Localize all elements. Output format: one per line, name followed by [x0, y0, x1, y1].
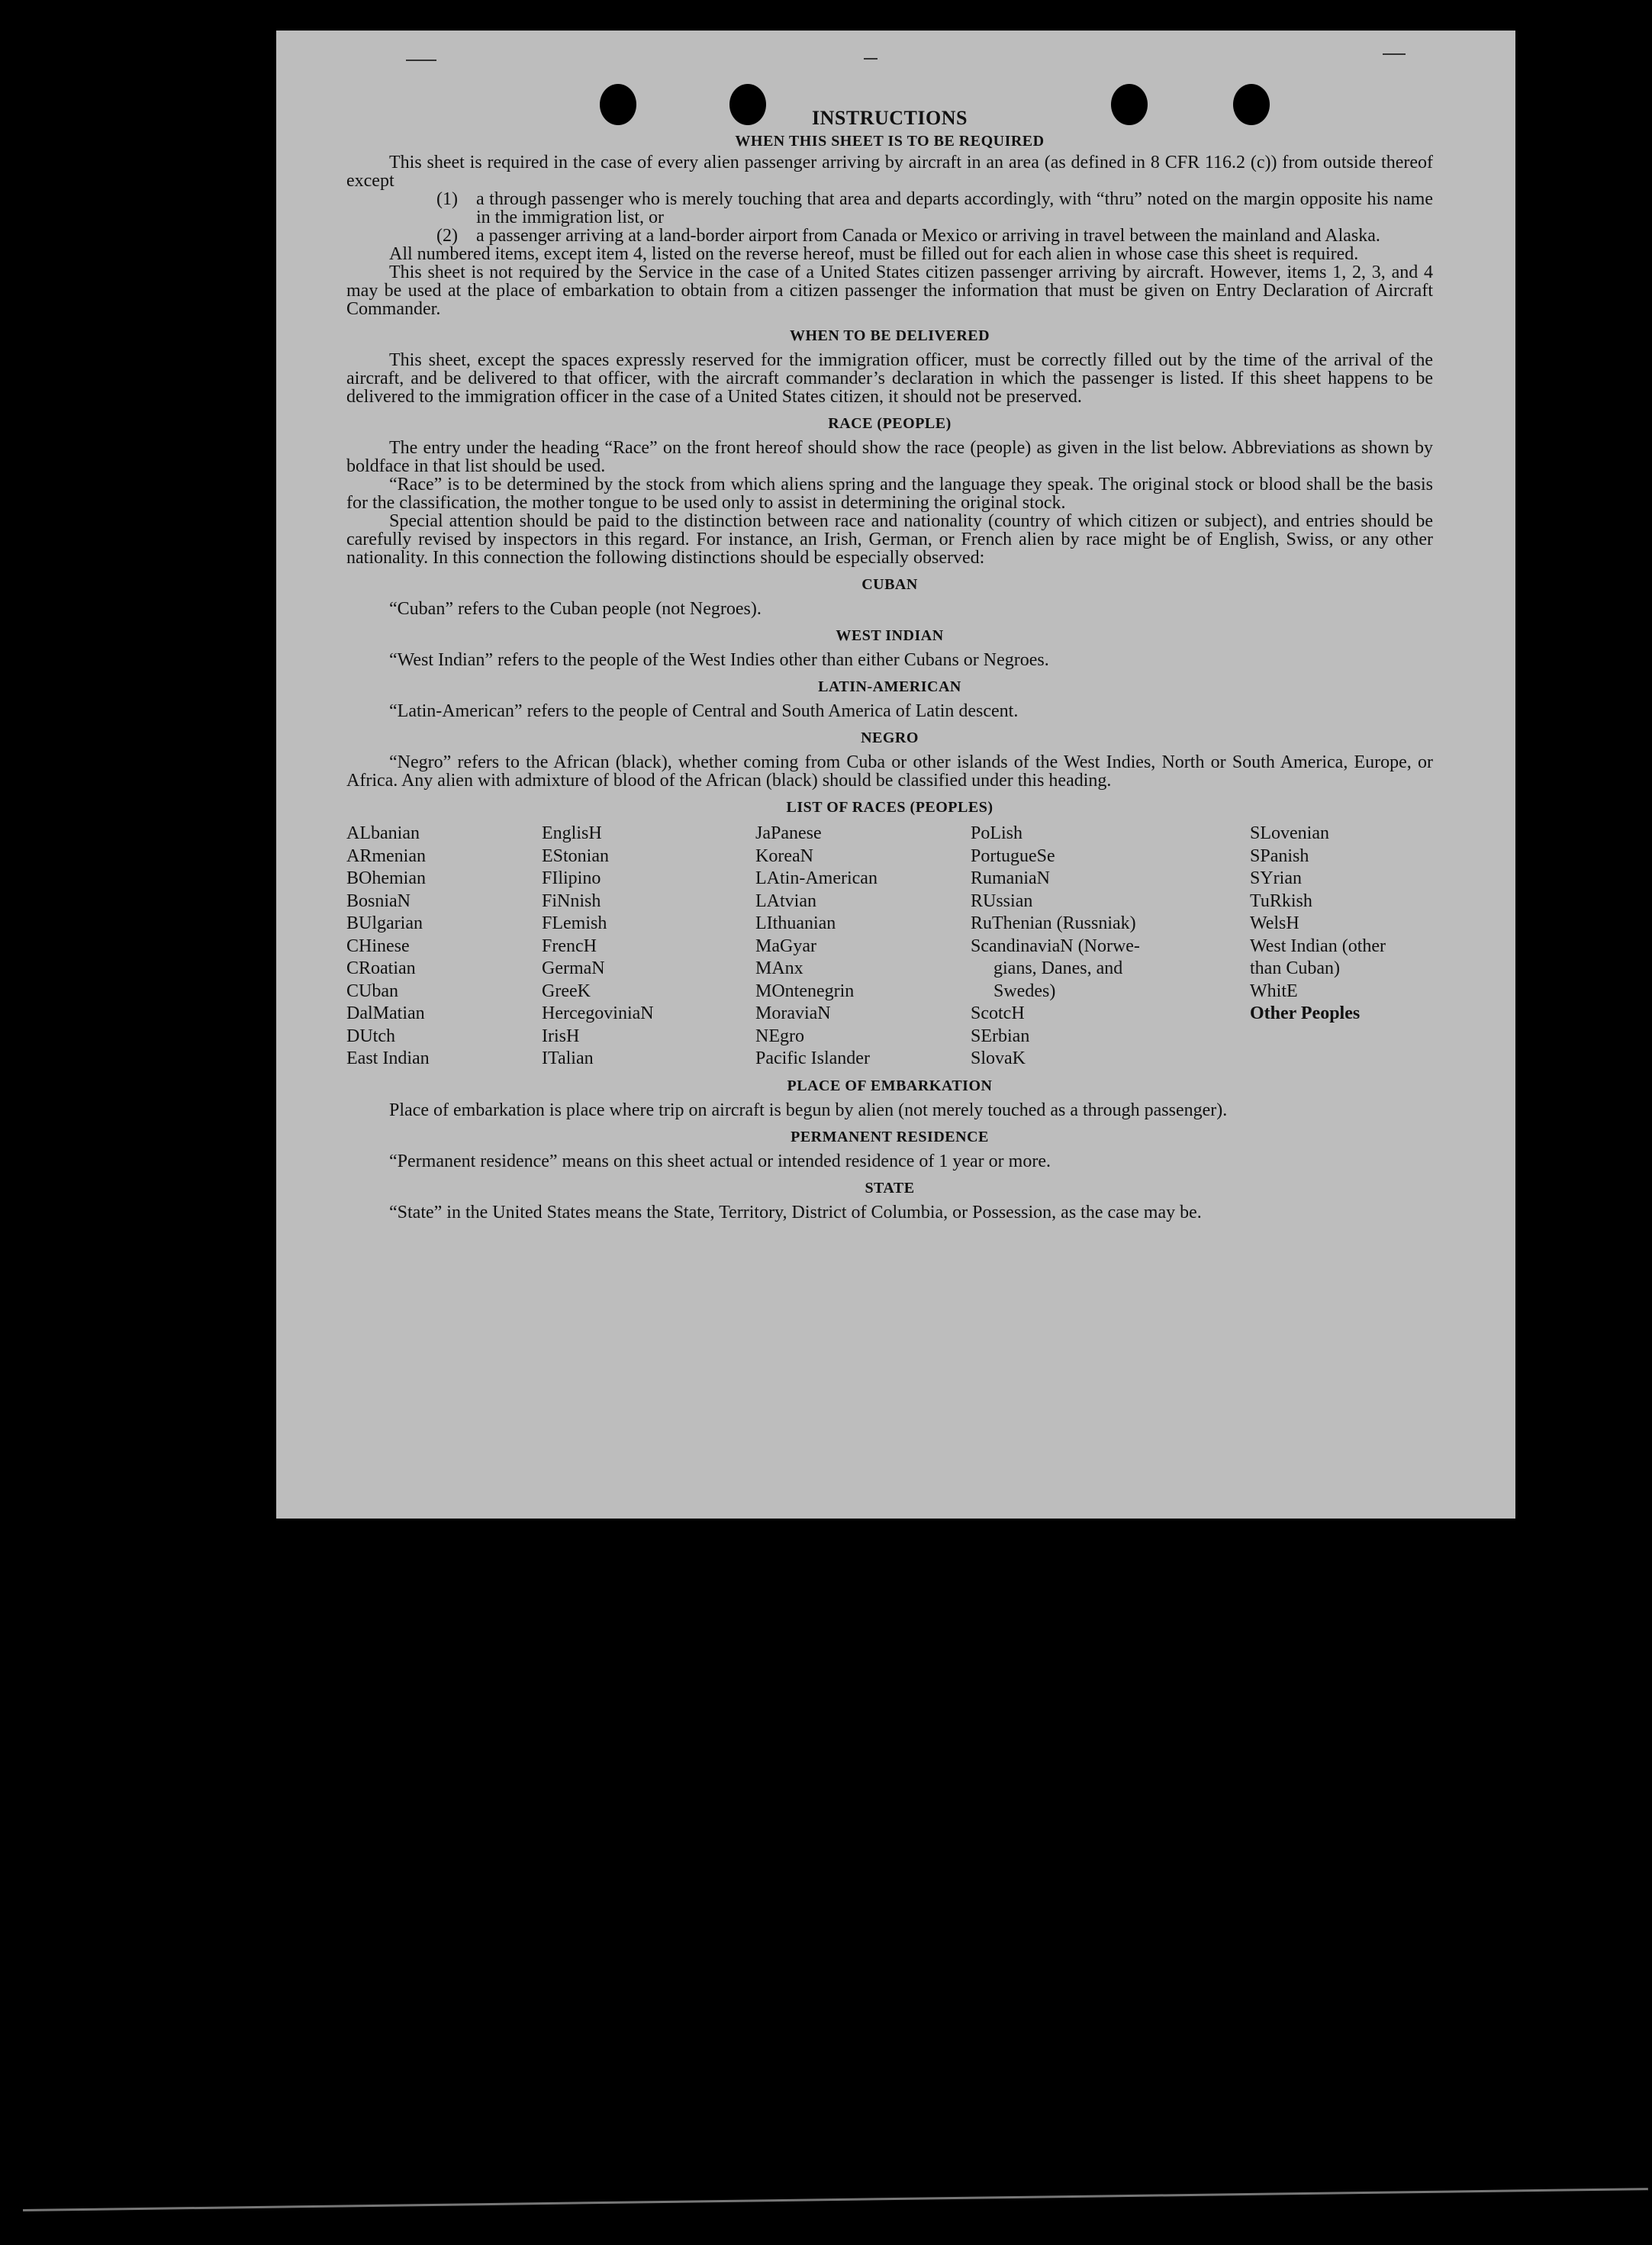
race-entry: Other Peoples — [1250, 1003, 1361, 1023]
item-number: (2) — [436, 226, 458, 246]
race-entry: WhitE — [1250, 981, 1298, 1001]
race-entry: SlovaK — [971, 1048, 1026, 1068]
race-entry: GermaN — [542, 958, 605, 978]
race-entry: Pacific Islander — [755, 1048, 870, 1068]
race-entry: ScotcH — [971, 1003, 1025, 1023]
race-entry: HercegoviniaN — [542, 1003, 654, 1023]
list-item — [436, 227, 1433, 245]
race-entry: CUban — [346, 981, 398, 1001]
item-text: a passenger arriving at a land-border airport from Canada or Mexico or arriving in travel between the mainland and Alaska. — [476, 226, 1380, 246]
race-entry: West Indian (other — [1250, 936, 1386, 956]
punch-hole — [600, 84, 636, 125]
race-entry: WelsH — [1250, 913, 1299, 933]
race-entry: GreeK — [542, 981, 591, 1001]
paragraph: All numbered items, except item 4, listed on the reverse hereof, must be filled out for each alien in whose case this sheet is required. — [389, 244, 1359, 264]
section-heading: LIST OF RACES (PEOPLES) — [786, 799, 993, 816]
race-entry: RumaniaN — [971, 868, 1050, 888]
race-entry: LAtvian — [755, 891, 816, 911]
subheading-negro: NEGRO — [861, 730, 919, 746]
paragraph: The entry under the heading “Race” on the front hereof should show the race (people) as given in the list below. Abbreviations as shown by boldface in that list should be used. — [346, 438, 1433, 476]
race-entry: DalMatian — [346, 1003, 425, 1023]
race-entry: BUlgarian — [346, 913, 423, 933]
paragraph: This sheet is required in the case of every alien passenger arriving by aircraft in an area (as defined in 8 CFR 116.2 (c)) from outside thereof except — [346, 153, 1433, 191]
race-entry: Swedes) — [993, 981, 1056, 1001]
race-entry: ScandinaviaN (Norwe- — [971, 936, 1140, 956]
race-entry: gians, Danes, and — [993, 958, 1123, 978]
paragraph: “State” in the United States means the State, Territory, District of Columbia, or Possession, as the case may be. — [389, 1203, 1202, 1222]
race-entry: RuThenian (Russniak) — [971, 913, 1136, 933]
race-entry: EnglisH — [542, 823, 602, 843]
race-entry: SPanish — [1250, 845, 1309, 866]
subheading-latin-american: LATIN-AMERICAN — [818, 678, 961, 695]
race-entry: LIthuanian — [755, 913, 836, 933]
races-column-5 — [1250, 823, 1386, 1026]
scan-mark — [1383, 53, 1406, 55]
race-entry: DUtch — [346, 1026, 395, 1046]
punch-hole — [1111, 84, 1148, 125]
race-entry: MaGyar — [755, 936, 816, 956]
race-entry: CRoatian — [346, 958, 416, 978]
race-entry: FrencH — [542, 936, 597, 956]
race-entry: FLemish — [542, 913, 607, 933]
paragraph: This sheet, except the spaces expressly reserved for the immigration officer, must be correctly filled out by the time of the arrival of the aircraft, and be delivered to that officer, with the aircraft commander’s declaration in which the passenger is listed. If this sheet happens to be delivered to the immigration officer in the case of a United States citizen, it should not be preserved. — [346, 350, 1433, 407]
section-heading: RACE (PEOPLE) — [828, 415, 952, 432]
race-entry: MoraviaN — [755, 1003, 831, 1023]
paragraph: “Latin-American” refers to the people of Central and South America of Latin descent. — [389, 701, 1019, 721]
race-entry: MAnx — [755, 958, 803, 978]
paragraph: “Cuban” refers to the Cuban people (not Negroes). — [389, 599, 762, 619]
item-number: (1) — [436, 189, 458, 209]
paragraph: This sheet is not required by the Service in the case of a United States citizen passenger arriving by aircraft. However, items 1, 2, 3, and 4 may be used at the place of embarkation to obtain from a citizen passenger the information that must be given on Entry Declaration of Aircraft Commander. — [346, 263, 1433, 319]
section-heading: PERMANENT RESIDENCE — [791, 1129, 989, 1145]
race-entry: KoreaN — [755, 845, 813, 866]
race-entry: ALbanian — [346, 823, 420, 843]
race-entry: LAtin-American — [755, 868, 878, 888]
race-entry: PortugueSe — [971, 845, 1055, 866]
race-entry: NEgro — [755, 1026, 804, 1046]
list-item — [436, 190, 1433, 227]
race-entry: IrisH — [542, 1026, 580, 1046]
race-entry: SYrian — [1250, 868, 1302, 888]
document-sheet — [276, 31, 1515, 1519]
paragraph: “Negro” refers to the African (black), whether coming from Cuba or other islands of the West Indies, North or South America, Europe, or Africa. Any alien with admixture of blood of the African (black) should be classified under this heading. — [346, 752, 1433, 791]
scan-mark — [406, 60, 436, 61]
race-entry: PoLish — [971, 823, 1023, 843]
section-heading: WHEN THIS SHEET IS TO BE REQUIRED — [735, 133, 1045, 150]
races-column-4 — [971, 823, 1140, 1071]
subheading-west-indian: WEST INDIAN — [836, 627, 944, 644]
race-entry: BOhemian — [346, 868, 426, 888]
race-entry: CHinese — [346, 936, 410, 956]
race-entry: ITalian — [542, 1048, 594, 1068]
paragraph: “Permanent residence” means on this sheet actual or intended residence of 1 year or more. — [389, 1151, 1051, 1171]
subheading-cuban: CUBAN — [861, 576, 918, 593]
races-column-1 — [346, 823, 430, 1071]
paragraph: Special attention should be paid to the distinction between race and nationality (country of which citizen or subject), and entries should be carefully revised by inspectors in this regard. For instance, an Irish, German, or French alien by race might be of English, Swiss, or any other nationality. In this connection the following distinctions should be especially observed: — [346, 511, 1433, 568]
race-entry: ARmenian — [346, 845, 426, 866]
race-entry: TuRkish — [1250, 891, 1312, 911]
section-heading: WHEN TO BE DELIVERED — [789, 327, 990, 344]
punch-hole — [729, 84, 766, 125]
race-entry: MOntenegrin — [755, 981, 855, 1001]
section-heading: STATE — [865, 1180, 915, 1197]
race-entry: SLovenian — [1250, 823, 1329, 843]
page-title: INSTRUCTIONS — [812, 107, 968, 129]
race-entry: BosniaN — [346, 891, 411, 911]
scan-edge-line — [23, 2188, 1648, 2211]
races-list — [346, 823, 1433, 1074]
race-entry: FIlipino — [542, 868, 601, 888]
race-entry: FiNnish — [542, 891, 601, 911]
item-text: a through passenger who is merely touching that area and departs accordingly, with “thru” noted on the margin opposite his name in the immigration list, or — [476, 189, 1433, 227]
section-heading: PLACE OF EMBARKATION — [787, 1077, 993, 1094]
race-entry: JaPanese — [755, 823, 822, 843]
race-entry: RUssian — [971, 891, 1033, 911]
race-entry: than Cuban) — [1250, 958, 1340, 978]
race-entry: EStonian — [542, 845, 609, 866]
races-column-3 — [755, 823, 878, 1071]
paragraph: “Race” is to be determined by the stock from which aliens spring and the language they speak. The original stock or blood shall be the basis for the classification, the mother tongue to be used only to assist in determining the original stock. — [346, 475, 1433, 513]
paragraph: Place of embarkation is place where trip on aircraft is begun by alien (not merely touched as a through passenger). — [389, 1100, 1228, 1120]
scan-mark — [864, 58, 878, 60]
race-entry: SErbian — [971, 1026, 1030, 1046]
punch-hole — [1233, 84, 1270, 125]
races-column-2 — [542, 823, 654, 1071]
race-entry: East Indian — [346, 1048, 430, 1068]
paragraph: “West Indian” refers to the people of the West Indies other than either Cubans or Negroes. — [389, 650, 1049, 670]
